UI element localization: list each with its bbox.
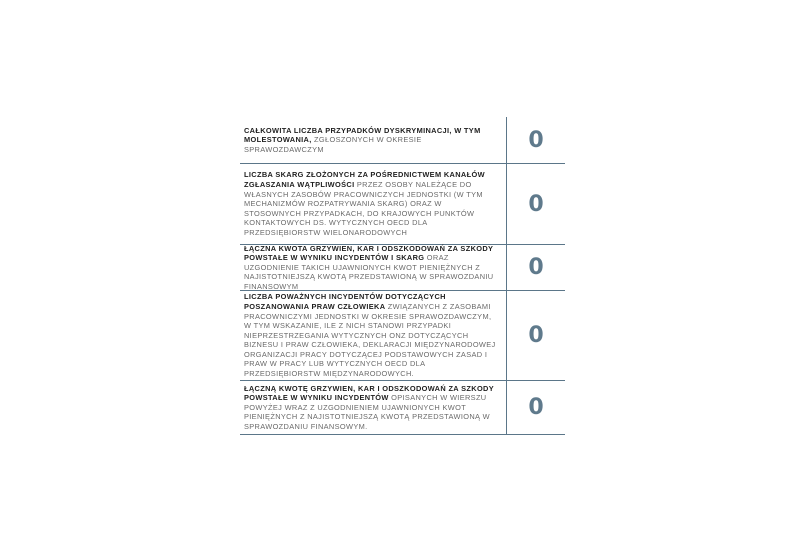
row-light-text: PRZEZ OSOBY NALEŻĄCE DO WŁASNYCH ZASOBÓW PRACOWNICZYCH JEDNOSTKI (W TYM MECHANIZMÓW ROZPATRYWANIA SKARG) ORAZ W STOSOWNYCH PRZYPADKACH, DO KRAJOWYCH PUNKTÓW KONTAKTOWYCH DS. WYTYCZNYCH OECD DLA PRZEDSIĘBIORSTW WIELONARODOWYCH xyxy=(244,180,483,237)
row-description xyxy=(240,164,506,244)
row-value: 0 xyxy=(506,117,565,163)
row-description xyxy=(240,245,506,290)
row-bold-text: LICZBA POWAŻNYCH INCYDENTÓW DOTYCZĄCYCH POSZANOWANIA PRAW CZŁOWIEKA xyxy=(244,292,446,311)
row-text xyxy=(244,126,500,155)
row-bold-text: LICZBA SKARG ZŁOŻONYCH ZA POŚREDNICTWEM KANAŁÓW ZGŁASZANIA WĄTPLIWOŚCI xyxy=(244,170,485,190)
row-light-text: ORAZ UZGODNIENIE TAKICH UJAWNIONYCH KWOT PIENIĘŻNYCH Z NAJISTOTNIEJSZĄ KWOTĄ PRZEDSTAWIONĄ W SPRAWOZDANIU FINANSOWYM xyxy=(244,253,494,291)
row-value: 0 xyxy=(506,245,565,290)
row-description xyxy=(240,117,506,163)
row-light-text: OPISANYCH W WIERSZU POWYŻEJ WRAZ Z UZGODNIENIEM UJAWNIONYCH KWOT PIENIĘŻNYCH Z NAJISTOTNIEJSZĄ KWOTĄ PRZEDSTAWIONĄ W SPRAWOZDANIU FINANSOWYM. xyxy=(244,393,491,431)
table-row xyxy=(240,291,565,381)
row-text xyxy=(244,384,500,432)
table-row xyxy=(240,117,565,164)
table-row xyxy=(240,245,565,291)
row-value: 0 xyxy=(506,381,565,434)
row-light-text: ZGŁOSZONYCH W OKRESIE SPRAWOZDAWCZYM xyxy=(244,135,422,154)
row-bold-text: ŁĄCZNA KWOTA GRZYWIEN, KAR I ODSZKODOWAŃ ZA SZKODY POWSTAŁE W WYNIKU INCYDENTÓW I SKARG xyxy=(244,243,494,263)
row-text xyxy=(244,292,500,378)
row-value: 0 xyxy=(506,291,565,380)
row-text xyxy=(244,170,500,237)
row-description xyxy=(240,291,506,380)
table-row xyxy=(240,381,565,435)
row-value: 0 xyxy=(506,164,565,244)
row-text xyxy=(244,244,500,292)
row-description xyxy=(240,381,506,434)
table-row xyxy=(240,164,565,245)
row-bold-text: CAŁKOWITA LICZBA PRZYPADKÓW DYSKRYMINACJI, W TYM MOLESTOWANIA, xyxy=(244,125,481,145)
row-bold-text: ŁĄCZNĄ KWOTĘ GRZYWIEN, KAR I ODSZKODOWAŃ ZA SZKODY POWSTAŁE W WYNIKU INCYDENTÓW xyxy=(244,383,494,403)
row-light-text: ZWIĄZANYCH Z ZASOBAMI PRACOWNICZYMI JEDNOSTKI W OKRESIE SPRAWOZDAWCZYM, W TYM WSKAZANIE, ILE Z NICH STANOWI PRZYPADKI NIEPRZESTRZEGANIA WYTYCZNYCH ONZ DOTYCZĄCYCH BIZNESU I PRAW CZŁOWIEKA, DEKLARACJI MIĘDZYNARODOWEJ ORGANIZACJI PRACY DOTYCZĄCEJ PODSTAWOWYCH ZASAD I PRAW W PRACY LUB WYTYCZNYCH OECD DLA PRZEDSIĘBIORSTW MIĘDZYNARODOWYCH. xyxy=(244,301,496,379)
disclosure-table xyxy=(240,117,565,435)
